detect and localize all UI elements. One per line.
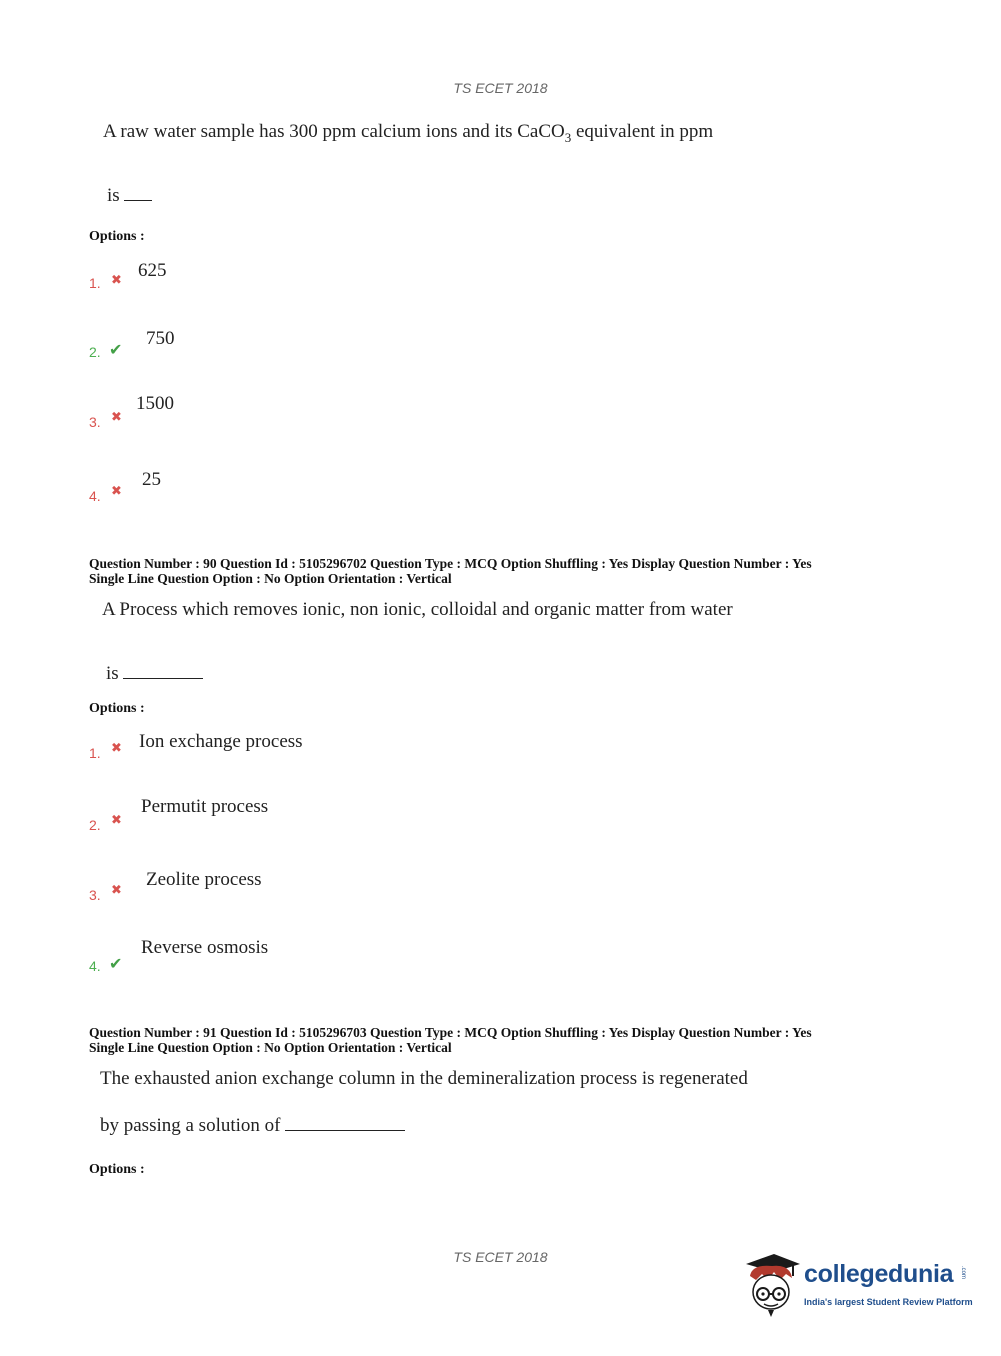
collegedunia-logo <box>742 1250 972 1320</box>
option-number: 2. <box>89 817 101 833</box>
page-footer: TS ECET 2018 <box>453 1249 548 1265</box>
q1-text-line2 <box>107 185 152 207</box>
q2-option-3-text: Zeolite process <box>146 869 262 890</box>
option-number: 1. <box>89 745 101 761</box>
check-icon: ✔ <box>109 340 123 359</box>
q2-text-line1: A Process which removes ionic, non ionic, colloidal and organic matter from water <box>102 599 733 620</box>
q3-meta-line2: Single Line Question Option : No Option Orientation : Vertical <box>89 1040 452 1055</box>
q3-blank <box>285 1129 405 1131</box>
q2-option-4 <box>89 954 123 976</box>
cross-icon: ✖ <box>111 883 122 898</box>
check-icon: ✔ <box>109 954 123 973</box>
q2-blank <box>123 677 203 679</box>
page-header: TS ECET 2018 <box>453 80 548 96</box>
q2-option-2 <box>89 813 122 835</box>
q1-options-label: Options : <box>89 229 145 244</box>
q1-text-line1 <box>103 121 713 146</box>
cross-icon: ✖ <box>111 410 122 425</box>
cross-icon: ✖ <box>111 484 122 499</box>
option-number: 3. <box>89 414 101 430</box>
logo-tagline: India's largest Student Review Platform <box>804 1297 973 1307</box>
q2-option-4-text: Reverse osmosis <box>141 937 269 958</box>
option-number: 1. <box>89 275 101 291</box>
q2-option-2-text: Permutit process <box>141 796 269 817</box>
q1-option-4 <box>89 484 122 506</box>
q1-option-3 <box>89 410 122 432</box>
q3-text-line2 <box>100 1115 405 1137</box>
cross-icon: ✖ <box>111 273 122 288</box>
q2-option-1 <box>89 741 122 763</box>
option-number: 3. <box>89 887 101 903</box>
q1-option-4-text: 25 <box>142 469 161 490</box>
logo-suffix: .com <box>960 1266 966 1280</box>
option-number: 4. <box>89 488 101 504</box>
q1-option-2-text: 750 <box>146 328 175 349</box>
q1-text-post: equivalent in ppm <box>571 121 714 142</box>
q2-text-line2 <box>106 663 203 685</box>
q2-meta-line2: Single Line Question Option : No Option Orientation : Vertical <box>89 571 452 586</box>
q3-meta-line1: Question Number : 91 Question Id : 5105296703 Question Type : MCQ Option Shuffling : Yes Display Question Number : Yes <box>89 1025 812 1040</box>
q1-option-1-text: 625 <box>138 260 167 281</box>
q1-text-is: is <box>107 185 120 206</box>
q2-text-is: is <box>106 663 119 684</box>
q2-option-1-text: Ion exchange process <box>139 731 303 752</box>
option-number: 4. <box>89 958 101 974</box>
mascot-icon <box>742 1250 802 1318</box>
cross-icon: ✖ <box>111 813 122 828</box>
logo-wordmark: collegedunia <box>804 1260 954 1288</box>
option-number: 2. <box>89 344 101 360</box>
q1-option-3-text: 1500 <box>136 393 174 414</box>
q3-options-label: Options : <box>89 1162 145 1177</box>
q1-text-sub: 3 <box>564 129 572 145</box>
q1-option-1 <box>89 273 122 293</box>
cross-icon: ✖ <box>111 741 122 756</box>
q2-option-3 <box>89 883 122 905</box>
q1-blank <box>124 199 152 201</box>
q3-text-passing: by passing a solution of <box>100 1115 281 1136</box>
q1-text-pre: A raw water sample has 300 ppm calcium ions and its CaCO <box>103 121 565 142</box>
q2-options-label: Options : <box>89 701 145 716</box>
q2-meta-line1: Question Number : 90 Question Id : 5105296702 Question Type : MCQ Option Shuffling : Yes Display Question Number : Yes <box>89 556 812 571</box>
q1-option-2 <box>89 340 123 362</box>
q3-text-line1: The exhausted anion exchange column in the demineralization process is regenerated <box>100 1068 748 1089</box>
